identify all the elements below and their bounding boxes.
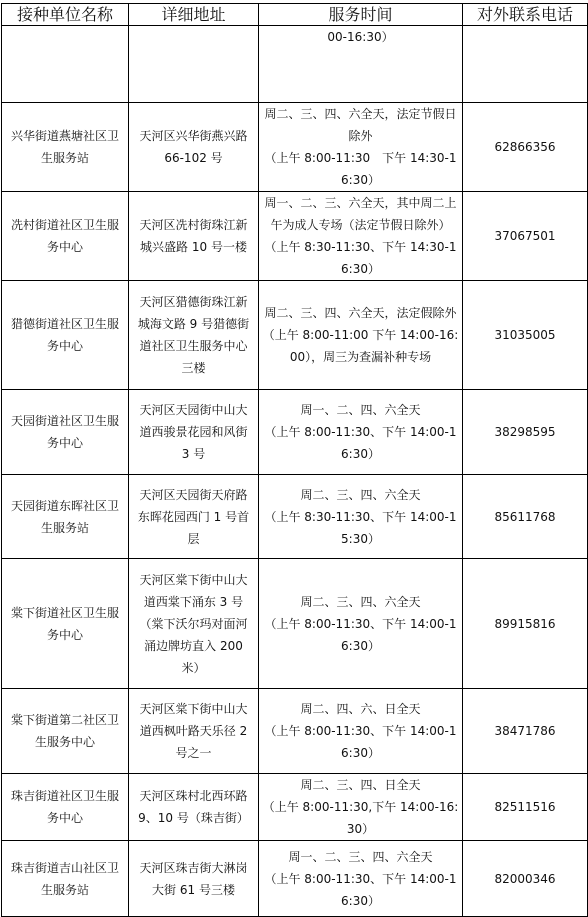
table-row [2, 559, 588, 689]
unit-name-cell: 猎德街道社区卫生服务中心 [2, 281, 129, 390]
table-row [2, 390, 588, 475]
hours-times: （上午 8:00-11:30、下午 14:00-16:30） [264, 871, 457, 908]
phone-cell: 89915816 [463, 559, 588, 689]
hours-days: 周二、四、六、日全天 [300, 702, 421, 716]
unit-name-cell: 珠吉街道社区卫生服务中心 [2, 774, 129, 841]
vaccination-sites-table [1, 3, 588, 917]
address-cell: 天河区兴华街燕兴路 66-102 号 [129, 103, 259, 192]
address-cell: 天河区猎德街珠江新城海文路 9 号猎德街道社区卫生服务中心三楼 [129, 281, 259, 390]
phone-cell: 31035005 [463, 281, 588, 390]
unit-name-cell: 天园街道社区卫生服务中心 [2, 390, 129, 475]
table-row [2, 103, 588, 192]
hours-cell [259, 475, 463, 559]
phone-cell [463, 26, 588, 103]
unit-name-cell: 兴华街道燕塘社区卫生服务站 [2, 103, 129, 192]
hours-days: 周二、三、四、六全天，法定假除外 [264, 306, 457, 320]
table-row [2, 475, 588, 559]
hours-cell [259, 689, 463, 774]
hours-cell [259, 559, 463, 689]
hours-times: （上午 8:00-11:00 下午 14:00-16:00），周三为查漏补种专场 [262, 328, 459, 364]
header-row [2, 4, 588, 26]
header-phone: 对外联系电话 [463, 4, 588, 26]
unit-name-cell [2, 26, 129, 103]
hours-days: 周一、二、三、四、六全天 [288, 849, 433, 864]
address-cell: 天河区天园街天府路东晖花园西门 1 号首层 [129, 475, 259, 559]
table-row [2, 841, 588, 917]
unit-name-cell: 珠吉街道吉山社区卫生服务站 [2, 841, 129, 917]
address-cell: 天河区棠下街中山大道西棠下涌东 3 号（棠下沃尔玛对面河涌边牌坊直入 200 米） [129, 559, 259, 689]
hours-cell [259, 281, 463, 390]
address-cell: 天河区冼村街珠江新城兴盛路 10 号一楼 [129, 192, 259, 281]
table-row [2, 281, 588, 390]
hours-cell [259, 103, 463, 192]
table-row [2, 689, 588, 774]
address-cell: 天河区棠下街中山大道西枫叶路天乐径 2 号之一 [129, 689, 259, 774]
table-row [2, 26, 588, 103]
hours-cell [259, 841, 463, 917]
hours-cell [259, 192, 463, 281]
address-cell [129, 26, 259, 103]
hours-days: 周二、三、四、六全天 [300, 487, 421, 502]
hours-times: （上午 8:30-11:30、下午 14:30-16:30） [264, 240, 457, 276]
hours-times: （上午 8:00-11:30、下午 14:00-16:30） [264, 616, 457, 653]
hours-line: 00-16:30） [327, 30, 394, 44]
phone-cell: 37067501 [463, 192, 588, 281]
table-row [2, 192, 588, 281]
phone-cell: 82511516 [463, 774, 588, 841]
hours-times: （上午 8:00-11:30、下午 14:00-16:30） [264, 724, 457, 760]
hours-days: 周二、三、四、日全天 [300, 778, 421, 792]
unit-name-cell: 冼村街道社区卫生服务中心 [2, 192, 129, 281]
hours-days: 周一、二、三、六全天，其中周二上午为成人专场（法定节假日除外） [264, 196, 457, 232]
phone-cell: 38471786 [463, 689, 588, 774]
phone-cell: 62866356 [463, 103, 588, 192]
hours-cell [259, 390, 463, 475]
unit-name-cell: 棠下街道第二社区卫生服务中心 [2, 689, 129, 774]
hours-times: （上午 8:30-11:30、下午 14:00-15:30） [264, 509, 457, 546]
hours-times: （上午 8:00-11:30 下午 14:30-16:30） [264, 151, 457, 187]
unit-name-cell: 天园街道东晖社区卫生服务站 [2, 475, 129, 559]
hours-days: 周二、三、四、六全天，法定节假日除外 [264, 107, 457, 143]
hours-days: 周一、二、四、六全天 [300, 403, 421, 417]
hours-times: （上午 8:00-11:30、下午 14:00-16:30） [264, 425, 457, 461]
phone-cell: 85611768 [463, 475, 588, 559]
unit-name-cell: 棠下街道社区卫生服务中心 [2, 559, 129, 689]
hours-cell [259, 774, 463, 841]
table-row [2, 774, 588, 841]
address-cell: 天河区珠村北西环路 9、10 号（珠吉街） [129, 774, 259, 841]
hours-cell [259, 26, 463, 103]
hours-times: （上午 8:00-11:30,下午 14:00-16:30） [262, 800, 459, 836]
header-unit-name: 接种单位名称 [2, 4, 129, 26]
header-service-hours: 服务时间 [259, 4, 463, 26]
address-cell: 天河区天园街中山大道西骏景花园和风街 3 号 [129, 390, 259, 475]
phone-cell: 82000346 [463, 841, 588, 917]
hours-days: 周二、三、四、六全天 [300, 594, 421, 609]
phone-cell: 38298595 [463, 390, 588, 475]
header-address: 详细地址 [129, 4, 259, 26]
address-cell: 天河区珠吉街大淋岗大街 61 号三楼 [129, 841, 259, 917]
